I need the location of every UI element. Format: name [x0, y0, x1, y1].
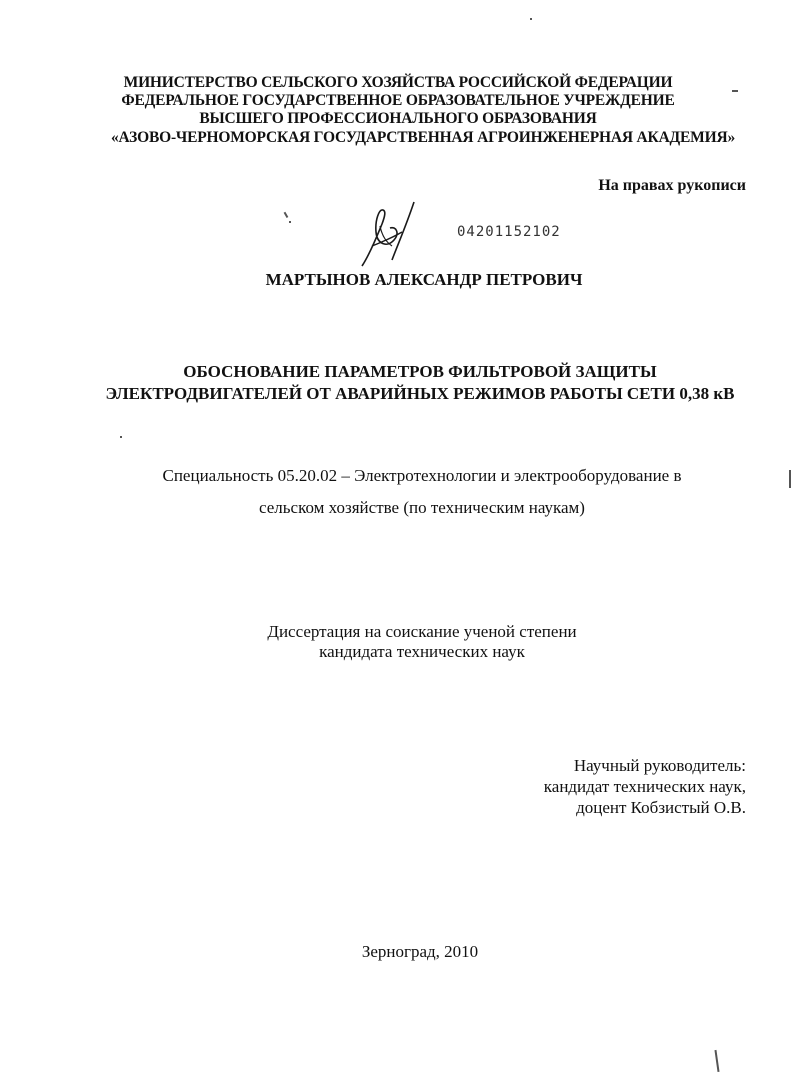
specialty-line-1: Специальность 05.20.02 – Электротехнологии и электрооборудование в	[162, 466, 682, 485]
manuscript-note: На правах рукописи	[598, 177, 746, 194]
scan-artifact	[530, 18, 532, 20]
academy-heading: «АЗОВО-ЧЕРНОМОРСКАЯ ГОСУДАРСТВЕННАЯ АГРОИНЖЕНЕРНАЯ АКАДЕМИЯ»	[110, 129, 735, 146]
scan-artifact	[284, 212, 288, 218]
scan-artifact	[289, 221, 291, 223]
education-level-heading: ВЫСШЕГО ПРОФЕССИОНАЛЬНОГО ОБРАЗОВАНИЯ	[199, 110, 597, 127]
specialty-line-2: сельском хозяйстве (по техническим наукам)	[259, 498, 585, 517]
scan-artifact	[120, 436, 122, 438]
supervisor-label: Научный руководитель:	[573, 756, 746, 775]
degree-line-1: Диссертация на соискание ученой степени	[267, 622, 577, 641]
thesis-title-line-2: ЭЛЕКТРОДВИГАТЕЛЕЙ ОТ АВАРИЙНЫХ РЕЖИМОВ РАБОТЫ СЕТИ 0,38 кВ	[105, 384, 735, 403]
scan-artifact	[714, 1050, 719, 1072]
author-name: МАРТЫНОВ АЛЕКСАНДР ПЕТРОВИЧ	[265, 270, 583, 289]
institution-type-heading: ФЕДЕРАЛЬНОЕ ГОСУДАРСТВЕННОЕ ОБРАЗОВАТЕЛЬНОЕ УЧРЕЖДЕНИЕ	[121, 92, 675, 109]
supervisor-name: доцент Кобзистый О.В.	[576, 798, 746, 817]
scan-artifact	[789, 470, 791, 488]
degree-line-2: кандидата технических наук	[319, 642, 525, 661]
scan-artifact	[732, 90, 738, 92]
thesis-title-line-1: ОБОСНОВАНИЕ ПАРАМЕТРОВ ФИЛЬТРОВОЙ ЗАЩИТЫ	[183, 362, 657, 381]
ministry-heading: МИНИСТЕРСТВО СЕЛЬСКОГО ХОЗЯЙСТВА РОССИЙСКОЙ ФЕДЕРАЦИИ	[123, 74, 673, 91]
author-signature	[352, 196, 432, 276]
supervisor-degree: кандидат технических наук,	[543, 777, 746, 796]
catalog-number: 04201152102	[457, 224, 561, 240]
city-year: Зерноград, 2010	[361, 942, 479, 961]
